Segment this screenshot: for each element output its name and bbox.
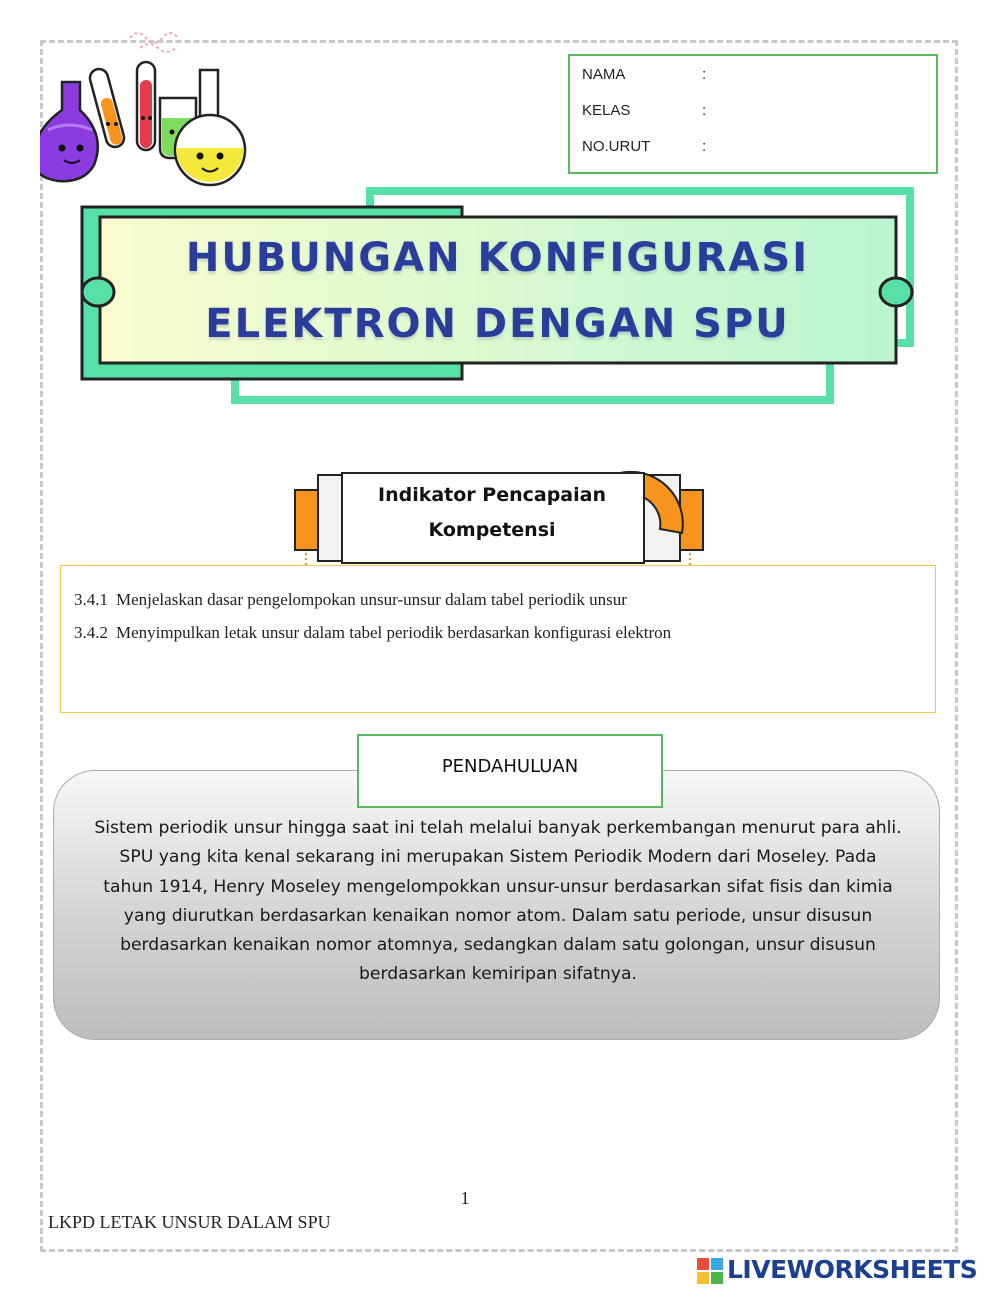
title-line-1: HUBUNGAN KONFIGURASI bbox=[185, 235, 810, 281]
title-line-2: ELEKTRON DENGAN SPU bbox=[205, 301, 790, 347]
introduction-line: yang diurutkan berdasarkan kenaikan nomor atom. Dalam satu periode, unsur disusun bbox=[123, 905, 873, 926]
footer-document-title: LKPD LETAK UNSUR DALAM SPU bbox=[48, 1212, 331, 1232]
competency-number: 3.4.2 bbox=[74, 623, 108, 642]
competency-item bbox=[74, 588, 627, 612]
number-label: NO.URUT bbox=[582, 138, 651, 155]
identity-box bbox=[568, 54, 938, 174]
class-label: KELAS bbox=[582, 102, 631, 119]
name-colon[interactable]: : bbox=[702, 66, 707, 83]
chemistry-flasks-illustration bbox=[40, 20, 255, 190]
page-number: 1 bbox=[460, 1188, 470, 1208]
liveworksheets-brand-text: LIVEWORKSHEETS bbox=[727, 1255, 978, 1284]
competency-number: 3.4.1 bbox=[74, 590, 108, 609]
indicator-title bbox=[342, 478, 642, 558]
introduction-line: berdasarkan kemiripan sifatnya. bbox=[359, 964, 637, 985]
liveworksheets-logo[interactable] bbox=[697, 1257, 997, 1287]
liveworksheets-logo-icon bbox=[697, 1258, 723, 1284]
introduction-text bbox=[70, 814, 926, 990]
competency-box bbox=[60, 565, 936, 713]
page-title bbox=[100, 225, 895, 365]
introduction-line: SPU yang kita kenal sekarang ini merupakan Sistem Periodik Modern dari Moseley. Pada bbox=[119, 847, 877, 868]
introduction-header: PENDAHULUAN bbox=[357, 734, 663, 808]
indicator-title-line-2: Kompetensi bbox=[428, 519, 556, 541]
competency-item bbox=[74, 621, 671, 645]
competency-text: Menyimpulkan letak unsur dalam tabel periodik berdasarkan konfigurasi elektron bbox=[116, 623, 672, 642]
introduction-line: Sistem periodik unsur hingga saat ini telah melalui banyak perkembangan menurut para ahli. bbox=[94, 818, 902, 838]
indicator-title-line-1: Indikator Pencapaian bbox=[378, 484, 606, 506]
class-colon[interactable]: : bbox=[702, 102, 707, 119]
number-colon[interactable]: : bbox=[702, 138, 707, 155]
name-label: NAMA bbox=[582, 66, 626, 83]
competency-text: Menjelaskan dasar pengelompokan unsur-unsur dalam tabel periodik unsur bbox=[116, 590, 627, 609]
introduction-line: tahun 1914, Henry Moseley mengelompokkan unsur-unsur berdasarkan sifat fisis dan kimia bbox=[103, 876, 893, 897]
introduction-line: berdasarkan kenaikan nomor atomnya, sedangkan dalam satu golongan, unsur disusun bbox=[120, 935, 876, 956]
